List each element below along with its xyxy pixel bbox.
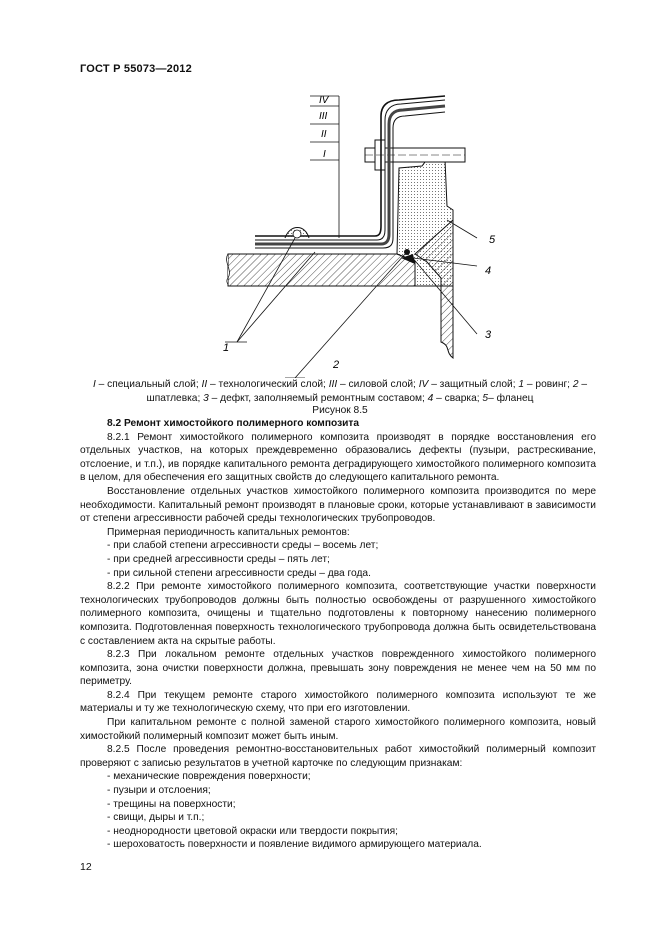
callout-4: 4 (485, 265, 492, 277)
caption-part: – силовой слой; (337, 379, 419, 390)
callout-5: 5 (489, 234, 496, 246)
caption-part: II (201, 379, 208, 390)
paragraph: 8.2.1 Ремонт химостойкого полимерного композита производят в порядке восстановления его отдельных участков, на которых преждевременно образовались дефекты (пузыри, растрескивание, отслоение, и т.п.), ив порядке капитального ремонта деградирующего химостойкого полимерного композита в целом, для обеспечения его защитных свойств до следующего капитального ремонта. (80, 431, 596, 484)
list-item: - шероховатость поверхности и появление видимого армирующего материала. (107, 839, 482, 851)
list-item: - механические повреждения поверхности; (107, 771, 311, 783)
paragraph: 8.2.3 При локальном ремонте отдельных участков поврежденного химостойкого полимерного композита, зона очистки поверхности должна, превышать зону повреждения не менее чем на 50 мм по периметру. (80, 649, 596, 688)
section-heading: 8.2 Ремонт химостойкого полимерного композита (107, 418, 360, 429)
caption-part: – фланец (488, 392, 534, 404)
caption-part: 5 (482, 392, 489, 404)
list-item: - при слабой степени агрессивности среды – восемь лет; (107, 540, 379, 552)
page-number: 12 (80, 861, 92, 873)
caption-part: 3 (203, 392, 209, 404)
technical-drawing (215, 88, 510, 378)
callout-3: 3 (485, 329, 492, 341)
paragraph: Восстановление отдельных участков химостойкого полимерного композита производится по мере необходимости. Капитальный ремонт производят в плановые сроки, которые устанавливают в зависимости от степени агрессивности рабочей среды технологических трубопроводов. (80, 485, 596, 525)
layer-label-iii: III (319, 111, 328, 122)
caption-part: – специальный слой; (95, 379, 202, 390)
list-item: - трещины на поверхности; (107, 798, 236, 810)
list-item: - свищи, дыры и т.п.; (107, 812, 205, 824)
caption-part: – дефкт, заполняемый ремонтным составом; (208, 392, 428, 404)
caption-part: IV (418, 379, 429, 390)
caption-part: III (328, 379, 338, 390)
caption-part: 4 (427, 392, 434, 404)
list-item: - при средней агрессивности среды – пять лет; (107, 553, 330, 565)
callout-1: 1 (223, 342, 230, 354)
list-item: - неоднородности цветовой окраски или твердости покрытия; (107, 825, 398, 837)
paragraph: 8.2.2 При ремонте химостойкого полимерного композита, соответствующие участки поверхности технологических трубопроводов должны быть полностью освобождены от разрушенного химостойкого полимерного композита, очищены и тщательно подготовлены к повторному нанесению полимерного композита. Подготовленная поверхность технологического трубопровода должна быть освидетельствована с составлением акта на скрытые работы. (80, 581, 596, 647)
caption-part: – технологический слой; (207, 379, 329, 390)
caption-part: – шпатлевка; (146, 379, 588, 404)
document-header: ГОСТ Р 55073—2012 (80, 63, 192, 75)
layer-label-ii: II (321, 129, 327, 140)
layer-label-iv: IV (319, 95, 329, 106)
section-content (80, 417, 596, 852)
caption-part: 2 (572, 379, 579, 390)
paragraph: При капитальном ремонте с полной заменой старого химостойкого полимерного композита, новый химостойкий полимерный композит может быть иным. (80, 717, 596, 742)
list-item: - пузыри и отслоения; (107, 785, 211, 797)
paragraph: Примерная периодичность капитальных ремонтов: (107, 526, 350, 538)
technical-drawing-svg (215, 88, 510, 378)
figure-title: Рисунок 8.5 (312, 405, 368, 416)
paragraph: 8.2.4 При текущем ремонте старого химостойкого полимерного композита используют те же материалы и ту же технологическую схему, что при его изготовлении. (80, 689, 596, 715)
caption-part: – сварка; (433, 392, 483, 404)
caption-part: 1 (518, 379, 525, 390)
caption-part: I (92, 379, 96, 390)
callout-2: 2 (333, 359, 340, 371)
caption-part: – ровинг; (524, 379, 573, 390)
layer-label-i: I (323, 149, 326, 160)
pipe-wall (228, 254, 415, 286)
caption-part: – защитный слой; (428, 379, 519, 390)
figure-caption (80, 378, 600, 405)
paragraph: 8.2.5 После проведения ремонтно-восстановительных работ химостойкий полимерный композит проверяют с записью результатов в учетной карточке по следующим признакам: (80, 744, 596, 769)
list-item: - при сильной степени агрессивности среды – два года. (107, 567, 371, 579)
